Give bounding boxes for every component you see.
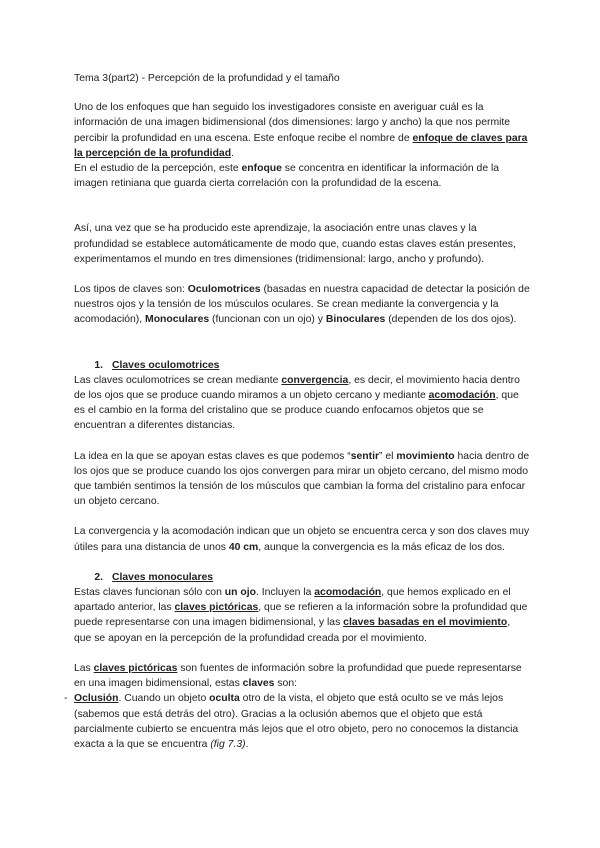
section-2-title: Claves monoculares xyxy=(112,571,214,583)
s2p1-e: , que hemos explicado en el apartado anterior, las xyxy=(74,587,511,614)
section-2-heading xyxy=(74,570,530,585)
section-2-number: 2. xyxy=(94,571,103,583)
term-oculta: oculta xyxy=(209,693,240,705)
intro-term-enfoque-claves: enfoque de claves para la percepción de la profundidad xyxy=(74,132,528,159)
s2p2-c: son fuentes de información sobre la profundidad que puede representarse en una imagen bidimensional, estas xyxy=(74,662,522,690)
s2p1-a: Estas claves funcionan sólo con xyxy=(74,587,225,599)
section-1-paragraph-1 xyxy=(74,373,530,434)
tipos-term-monoculares: Monoculares xyxy=(145,314,210,326)
section-2-paragraph-1 xyxy=(74,585,530,646)
s1p3-c: , aunque la convergencia es la más eficaz de los dos. xyxy=(258,541,505,553)
s2p2-term-claves-pictoricas: claves pictóricas xyxy=(93,662,178,674)
tipos-text-g: (dependen de los dos ojos). xyxy=(385,314,517,326)
s2p1-g: , que se refieren a la información sobre la profundidad que puede representarse con una imagen bidimensional, y las xyxy=(74,602,528,629)
s1p1-e: , que es el cambio en la forma del cristalino que se produce cuando enfocamos objetos que se encuentran a diferentes distancias. xyxy=(74,390,519,432)
term-oclusion: Oclusión xyxy=(74,693,119,705)
tipos-text-e: (funcionan con un ojo) y xyxy=(209,314,326,326)
oclusion-b: . Cuando un objeto xyxy=(118,693,210,705)
paragraph-tipos-claves xyxy=(74,282,530,328)
s2p1-i: , que se apoyan en la percepción de la profundidad creada por el movimiento. xyxy=(74,617,511,644)
oclusion-d: otro de la vista, el objeto que está oculto se ve más lejos (sabemos que está detrás del otro). Gracias a la oclusión abemos que el objeto que está parcialmente cubierto se encuentra más lejos que el otro objeto, pero no conocemos la distancia exacta a la que se encuentra xyxy=(74,693,519,750)
s1p2-c: ” el xyxy=(379,450,397,462)
s1p2-e: hacia dentro de los ojos que se produce cuando los ojos convergen para mirar un objeto cercano, del mismo modo que también sentimos la tensión de los músculos que cambian la forma del cristalino para enfocar un objeto cercano. xyxy=(74,450,530,508)
tipos-text-a: Los tipos de claves son: xyxy=(74,284,188,296)
document-title: Tema 3(part2) - Percepción de la profundidad y el tamaño xyxy=(74,73,340,84)
paragraph-aprendizaje: Así, una vez que se ha producido este aprendizaje, la asociación entre unas claves y la profundidad se establece automáticamente de modo que, cuando estas claves están presentes, experimentamos el mundo en tres dimensiones (tridimensional: largo, ancho y profundo). xyxy=(74,223,516,265)
s2p1-term-claves-movimiento: claves basadas en el movimiento xyxy=(343,617,508,629)
s2p1-term-claves-pictoricas: claves pictóricas xyxy=(174,602,259,614)
tipos-text-c: (basadas en nuestra capacidad de detectar la posición de nuestros ojos y la tensión de los músculos oculares. Se crean mediante la convergencia y la acomodación), xyxy=(74,284,530,326)
section-2-paragraph-2 xyxy=(74,661,530,691)
s2p2-term-claves: claves xyxy=(242,678,275,690)
document-body xyxy=(64,71,530,752)
s1p2-a: La idea en la que se apoyan estas claves es que podemos “ xyxy=(74,450,351,462)
s2p2-e: son: xyxy=(274,678,297,690)
s2p2-a: Las xyxy=(74,662,94,674)
s1p1-term-acomodacion: acomodación xyxy=(428,390,496,402)
list-bullet-dash: - xyxy=(64,693,68,705)
section-1-paragraph-2 xyxy=(74,449,530,510)
figure-reference: (fig 7.3) xyxy=(210,738,246,750)
s1p2-term-movimiento: movimiento xyxy=(396,450,455,462)
s1p3-a: La convergencia y la acomodación indican que un objeto se encuentra cerca y son dos claves muy útiles para una distancia de unos xyxy=(74,526,530,553)
section-1-number: 1. xyxy=(94,359,103,371)
section-1-title: Claves oculomotrices xyxy=(112,359,220,371)
s1p3-term-40cm: 40 cm xyxy=(228,541,259,553)
intro2-text-a: En el estudio de la percepción, este xyxy=(74,163,242,175)
section-1-paragraph-3 xyxy=(74,524,530,554)
s1p2-term-sentir: sentir xyxy=(350,450,379,462)
intro2-text-c: se concentra en identificar la información de la imagen retiniana que guarda cierta correlación con la profundidad de la escena. xyxy=(74,163,500,190)
s1p1-a: Las claves oculomotrices se crean mediante xyxy=(74,374,282,386)
intro-paragraph-2 xyxy=(74,161,530,191)
intro-paragraph xyxy=(74,100,530,161)
section-1-heading xyxy=(74,358,530,373)
tipos-term-oculomotrices: Oculomotrices xyxy=(187,284,261,296)
s1p1-term-convergencia: convergencia xyxy=(281,374,349,386)
intro-text: Uno de los enfoques que han seguido los investigadores consiste en averiguar cuál es la información de una imagen bidimensional (dos dimensiones: largo y ancho) la que nos permite percibir la profundidad en una escena. Este enfoque recibe el nombre de xyxy=(74,102,511,144)
s2p1-c: . Incluyen la xyxy=(255,587,315,599)
oclusion-f: . xyxy=(245,738,249,750)
s2p1-term-acomodacion: acomodación xyxy=(314,587,382,599)
intro2-term-enfoque: enfoque xyxy=(241,163,282,175)
s2p1-term-un-ojo: un ojo xyxy=(224,587,256,599)
s1p1-c: , es decir, el movimiento hacia dentro de los ojos que se produce cuando miramos a un objeto cercano y mediante xyxy=(74,374,520,402)
tipos-term-binoculares: Binoculares xyxy=(325,314,386,326)
list-item-oclusion xyxy=(64,691,530,752)
intro-text-end: . xyxy=(231,147,234,159)
list-item-text xyxy=(74,691,530,752)
